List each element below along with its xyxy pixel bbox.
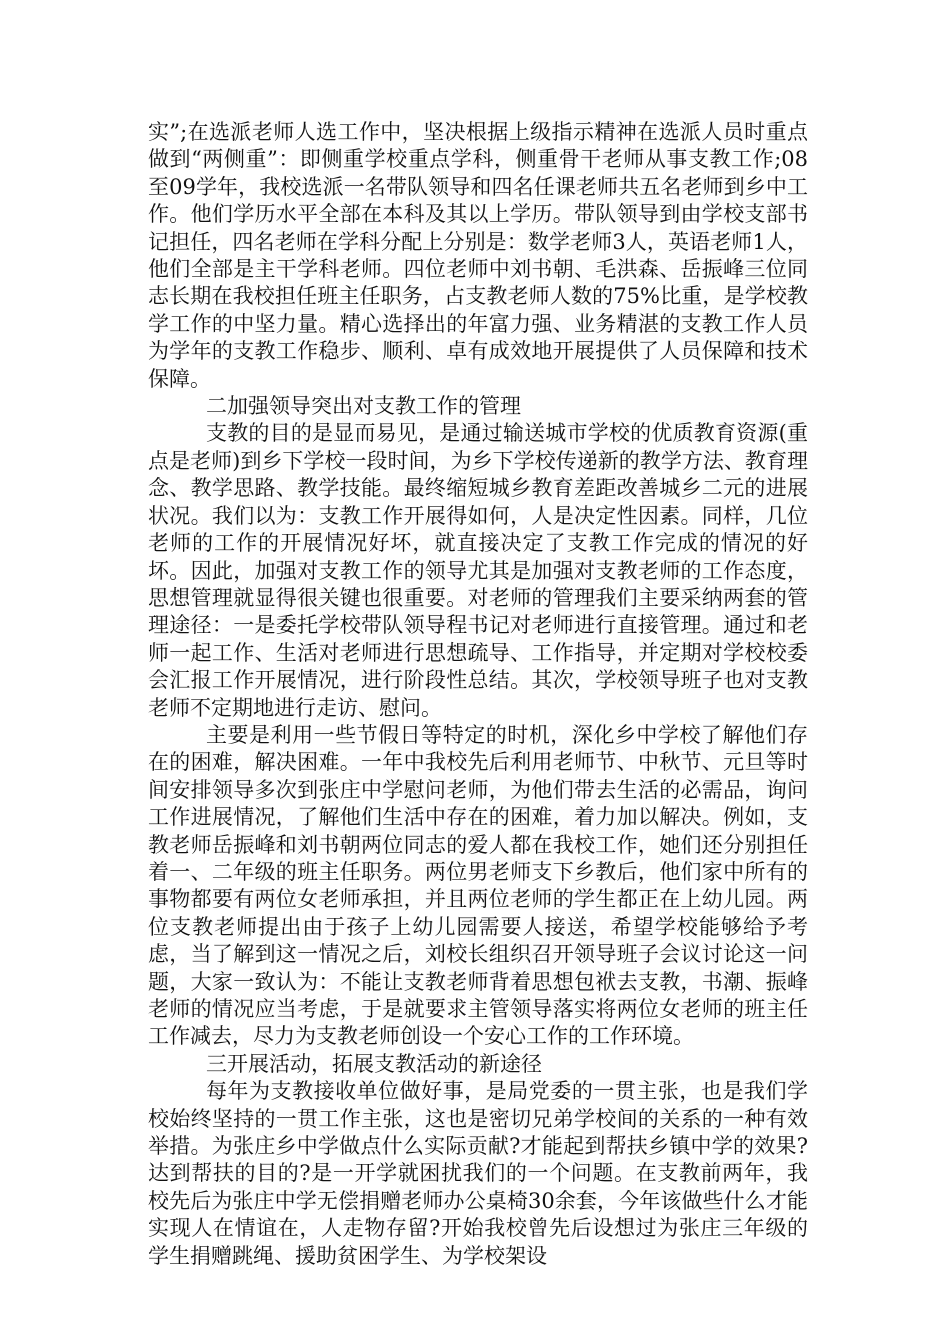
paragraph-holiday-visits: 主要是利用一些节假日等特定的时机，深化乡中学校了解他们存在的困难，解决困难。一年中我校先后利用老师节、中秋节、元旦等时间安排领导多次到张庄中学慰问老师，为他们带去生活的必需品，询问工作进展情况，了解他们生活中存在的困难，着力加以解决。例如，支教老师岳振峰和刘书朝两位同志的爱人都在我校工作，她们还分别担任着一、二年级的班主任职务。两位男老师支下乡教后，他们家中所有的事物都要有两位女老师承担，并且两位老师的学生都正在上幼儿园。两位支教老师提出由于孩子上幼儿园需要人接送，希望学校能够给予考虑，当了解到这一情况之后，刘校长组织召开领导班子会议讨论这一问题，大家一致认为：不能让支教老师背着思想包袱去支教，书潮、振峰老师的情况应当考虑，于是就要求主管领导落实将两位女老师的班主任工作减去，尽力为支教老师创设一个安心工作的工作环境。 xyxy=(148,722,808,1049)
paragraph-annual-good-deeds: 每年为支教接收单位做好事，是局党委的一贯主张，也是我们学校始终坚持的一贯工作主张，这也是密切兄弟学校间的关系的一种有效举措。为张庄乡中学做点什么实际贡献?才能起到帮扶乡镇中学的效果?达到帮扶的目的?是一开学就困扰我们的一个问题。在支教前两年，我校先后为张庄中学无偿捐赠老师办公桌椅30余套，今年该做些什么才能实现人在情谊在，人走物存留?开始我校曾先后设想过为张庄三年级的学生捐赠跳绳、援助贫困学生、为学校架设 xyxy=(148,1079,808,1268)
paragraph-selection-of-teachers: 实”;在选派老师人选工作中，坚决根据上级指示精神在选派人员时重点做到“两侧重”：即侧重学校重点学科，侧重骨干老师从事支教工作;08至09学年，我校选派一名带队领导和四名任课老师共五名老师到乡中工作。他们学历水平全部在本科及其以上学历。带队领导到由学校支部书记担任，四名老师在学科分配上分别是：数学老师3人，英语老师1人，他们全部是主干学科老师。四位老师中刘书朝、毛洪森、岳振峰三位同志长期在我校担任班主任职务，占支教老师人数的75%比重，是学校教学工作的中坚力量。精心选择出的年富力强、业务精湛的支教工作人员为学年的支教工作稳步、顺利、卓有成效地开展提供了人员保障和技术保障。 xyxy=(148,120,808,391)
section-heading-2: 二加强领导突出对支教工作的管理 xyxy=(206,394,521,419)
document-body xyxy=(148,119,808,1270)
paragraph-purpose-of-support: 支教的目的是显而易见，是通过输送城市学校的优质教育资源(重点是老师)到乡下学校一段时间，为乡下学校传递新的教学方法、教育理念、教学思路、教学技能。最终缩短城乡教育差距改善城乡二元的进展状况。我们以为：支教工作开展得如何，人是决定性因素。同样，几位老师的工作的开展情况好坏，就直接决定了支教工作完成的情况的好坏。因此，加强对支教工作的领导尤其是加强对支教老师的工作态度，思想管理就显得很关键也很重要。对老师的管理我们主要采纳两套的管理途径：一是委托学校带队领导程书记对老师进行直接管理。通过和老师一起工作、生活对老师进行思想疏导、工作指导，并定期对学校校委会汇报工作开展情况，进行阶段性总结。其次，学校领导班子也对支教老师不定期地进行走访、慰问。 xyxy=(148,421,808,720)
section-heading-3: 三开展活动，拓展支教活动的新途径 xyxy=(206,1051,542,1076)
